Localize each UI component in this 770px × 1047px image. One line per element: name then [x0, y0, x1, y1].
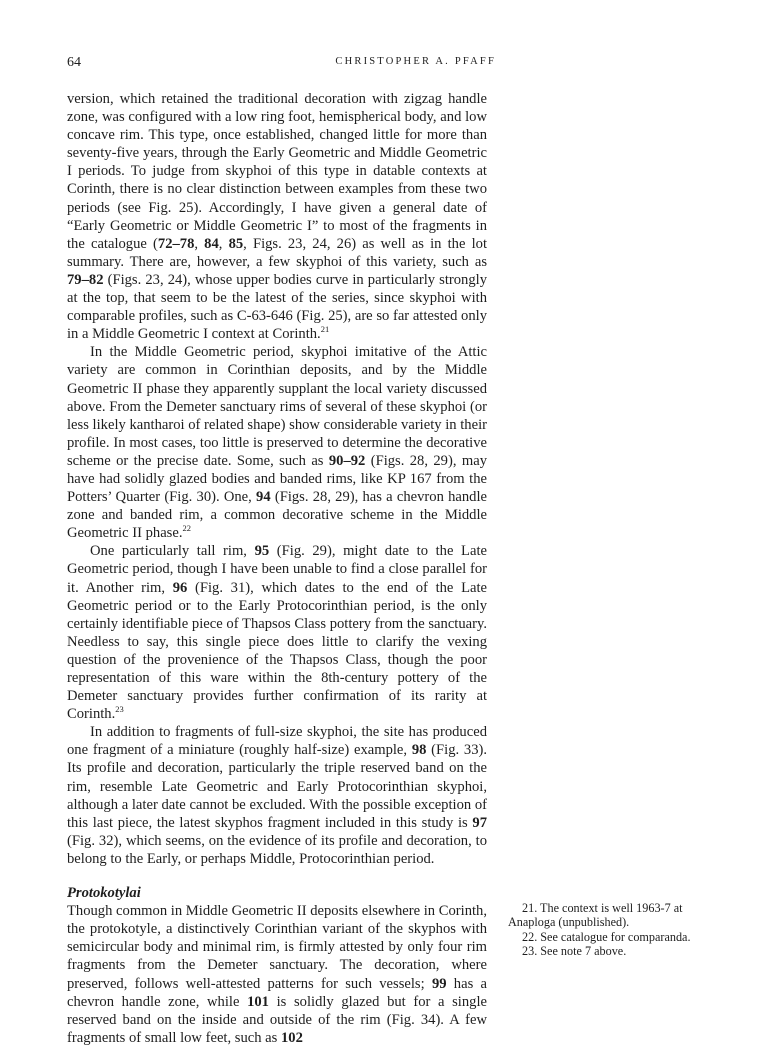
- footnote-22: 22. See catalogue for comparanda.: [522, 929, 691, 944]
- footnotes: [508, 901, 708, 959]
- paragraph: In the Middle Geometric period, skyphoi imitative of the Attic variety are common in Corinthian deposits, and by the Middle Geometric II phase they apparently supplant the local variety discussed above. From the Demeter sanctuary rims of several of these skyphoi (or less likely kantharoi of related shape) show considerable variety in their profile. In most cases, too little is preserved to determine the decorative scheme or the precise date. Some, such as 90–92 (Figs. 28, 29), may have had solidly glazed bodies and banded rims, like KP 167 from the Potters’ Quarter (Fig. 30). One, 94 (Figs. 28, 29), has a chevron handle zone and banded rim, a common decorative scheme in the Middle Geometric II phase.$^{22}$: [67, 344, 487, 542]
- paragraph: Though common in Middle Geometric II deposits elsewhere in Corinth, the protokotyle, a distinctively Corinthian variant of the skyphos with semicircular body and minimal rim, is firmly attested by only four rim fragments from the Demeter sanctuary. The decoration, where preserved, follows well-attested patterns for such vessels; 99 has a chevron handle zone, while 101 is solidly glazed but for a single reserved band on the inside and outside of the rim (Fig. 34). A few fragments of small low feet, such as 102: [67, 903, 487, 1046]
- footnote-23: 23. See note 7 above.: [522, 944, 627, 959]
- footnote-21: 21. The context is well 1963-7 at Anaploga (unpublished).: [508, 901, 683, 930]
- footnote-reference[interactable]: 21: [320, 324, 330, 335]
- main-text-column: [67, 90, 487, 1047]
- footnote-reference[interactable]: 22: [182, 523, 191, 534]
- paragraph: One particularly tall rim, 95 (Fig. 29), might date to the Late Geometric period, though I have been unable to find a close parallel for it. Another rim, 96 (Fig. 31), which dates to the end of the Late Geometric period or to the Early Protocorinthian period, is the only certainly identifiable piece of Thapsos Class pottery from the sanctuary. Needless to say, this single piece does little to clarify the vexing question of the provenience of the Thapsos Class, though the poor representation of this ware within the 8th-century pottery of the Demeter sanctuary provides further confirmation of its rarity at Corinth.$^{23}$: [67, 543, 488, 723]
- running-head: CHRISTOPHER A. PFAFF: [335, 56, 496, 67]
- page-header: [67, 55, 496, 75]
- paragraph: In addition to fragments of full-size skyphoi, the site has produced one fragment of a miniature (roughly half-size) example, 98 (Fig. 33). Its profile and decoration, particularly the triple reserved band on the rim, resemble Late Geometric and Early Protocorinthian skyphoi, although a later date cannot be excluded. With the possible exception of this last piece, the latest skyphos fragment included in this study is 97 (Fig. 32), which seems, on the evidence of its profile and decoration, to belong to the Early, or perhaps Middle, Protocorinthian period.: [67, 724, 487, 867]
- footnote-reference[interactable]: 23: [115, 704, 124, 715]
- page-number: 64: [67, 55, 81, 70]
- paragraph: version, which retained the traditional decoration with zigzag handle zone, was configured with a low ring foot, hemispherical body, and low concave rim. This type, once established, changed little for more than seventy-five years, through the Early Geometric and Middle Geometric I periods. To judge from skyphoi of this type in datable contexts at Corinth, there is no clear distinction between examples from these two periods (see Fig. 25). Accordingly, I have given a general date of “Early Geometric or Middle Geometric I” to most of the fragments in the catalogue (72–78, 84, 85, Figs. 23, 24, 26) as well as in the lot summary. There are, however, a few skyphoi of this variety, such as 79–82 (Figs. 23, 24), whose upper bodies curve in particularly strongly at the top, that seem to be the latest of the series, since skyphoi with comparable profiles, such as C-63-646 (Fig. 25), are so far attested only in a Middle Geometric I context at Corinth.$^{21}$: [67, 91, 487, 343]
- section-heading: Protokotylai: [67, 885, 141, 902]
